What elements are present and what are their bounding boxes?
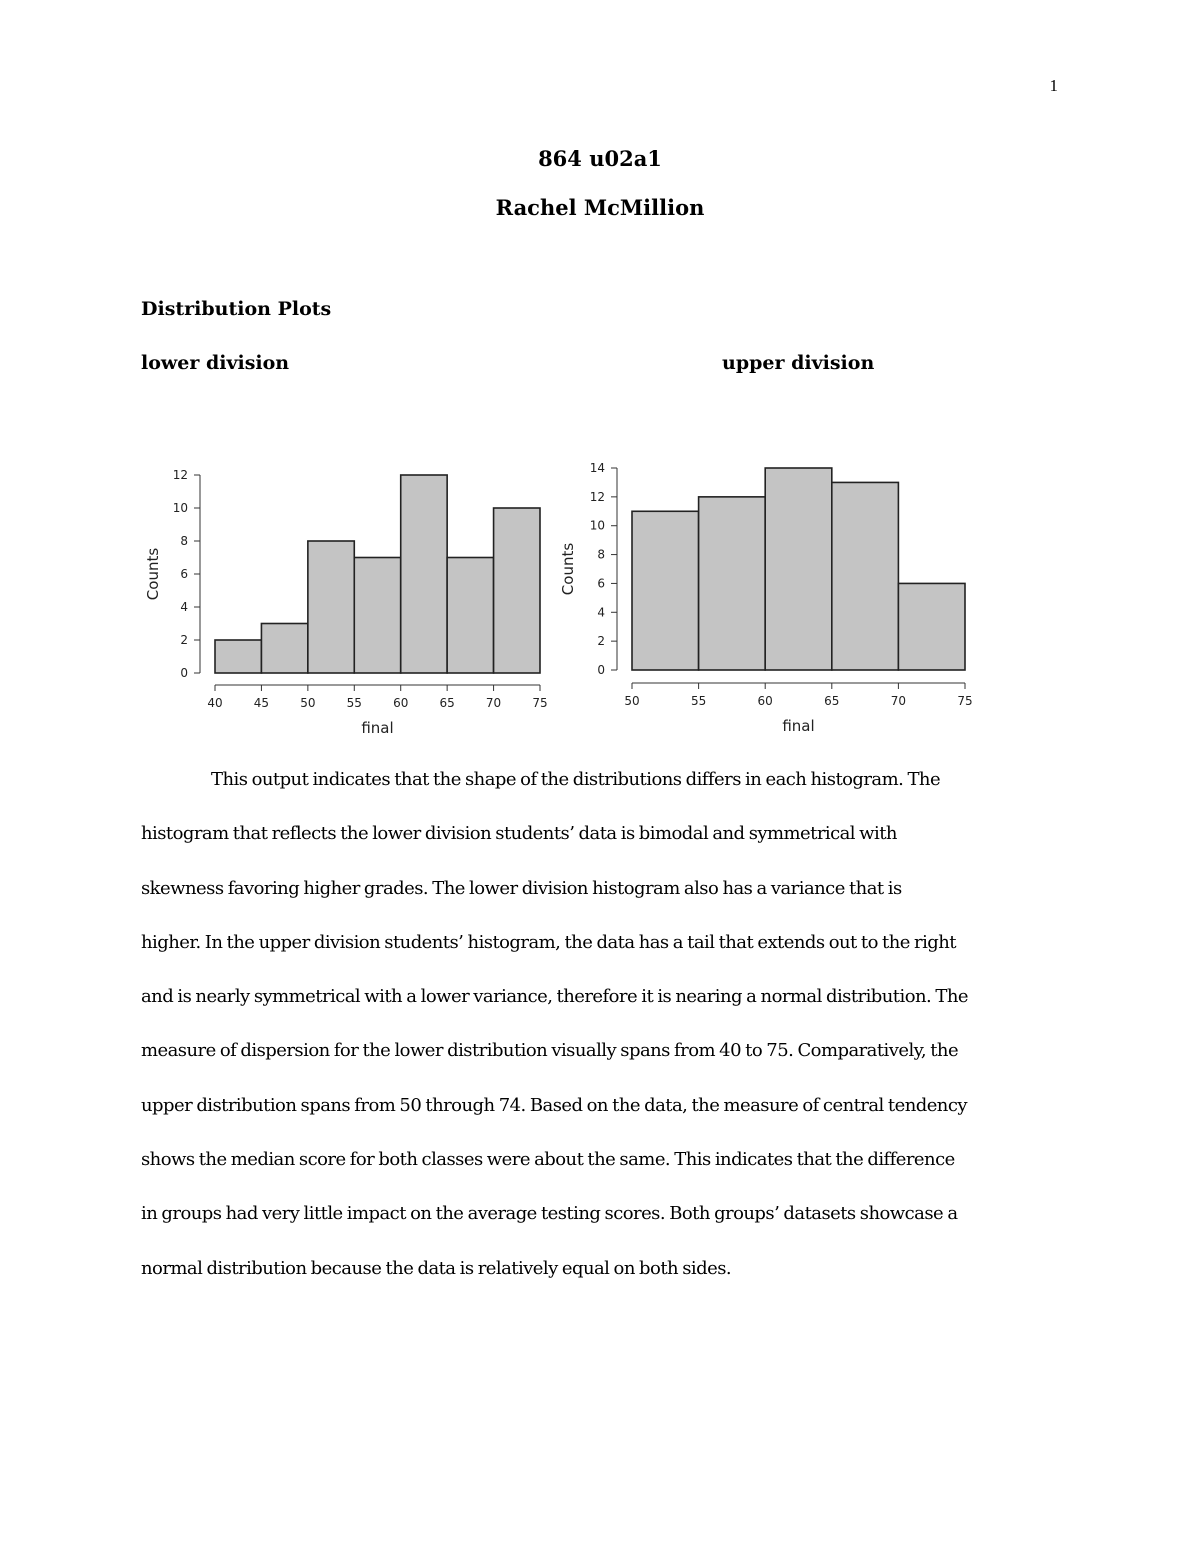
body-line: higher. In the upper division students’ histogram, the data has a tail that extends out to the right <box>141 931 956 953</box>
y-tick-label: 12 <box>589 489 605 504</box>
body-line: measure of dispersion for the lower distribution visually spans from 40 to 75. Comparatively, the <box>141 1040 959 1062</box>
x-tick-label: 70 <box>890 694 907 708</box>
body-line: This output indicates that the shape of the distributions differs in each histogram. The <box>211 769 941 790</box>
x-tick-label: 45 <box>253 696 270 710</box>
x-tick-label: 55 <box>346 696 362 710</box>
body-line: and is nearly symmetrical with a lower variance, therefore it is nearing a normal distribution. The <box>141 986 968 1008</box>
y-tick-label: 12 <box>172 468 188 482</box>
histogram-bar <box>765 468 832 670</box>
histogram-bar <box>354 558 400 674</box>
y-tick-label: 4 <box>597 605 605 620</box>
y-tick-label: 14 <box>589 461 605 475</box>
y-axis-label: Counts <box>559 542 577 596</box>
section-heading: Distribution Plots <box>141 298 332 320</box>
x-tick-label: 65 <box>439 696 455 710</box>
y-tick-label: 10 <box>172 501 188 515</box>
y-tick-label: 0 <box>597 663 605 677</box>
histogram-bar <box>898 583 965 670</box>
y-axis-label: Counts <box>144 547 162 601</box>
x-tick-label: 65 <box>824 694 840 708</box>
x-tick-label: 60 <box>757 694 773 708</box>
histogram-bar <box>699 497 766 670</box>
y-tick-label: 4 <box>180 600 188 614</box>
lower-division-histogram <box>140 455 560 745</box>
y-tick-label: 0 <box>180 666 188 680</box>
body-paragraph <box>141 753 1061 1296</box>
body-line: histogram that reflects the lower division students’ data is bimodal and symmetrical with <box>141 823 897 845</box>
author-name: Rachel McMillion <box>495 195 705 220</box>
x-tick-label: 50 <box>300 696 316 710</box>
x-tick-label: 55 <box>690 694 707 708</box>
histogram-bar <box>261 624 307 674</box>
histogram-bar <box>308 541 354 673</box>
y-tick-label: 2 <box>597 634 605 649</box>
x-axis-label: final <box>361 719 394 737</box>
x-tick-label: 70 <box>485 696 502 710</box>
histogram-bar <box>632 511 699 670</box>
body-line: normal distribution because the data is relatively equal on both sides. <box>141 1257 732 1279</box>
body-line: upper distribution spans from 50 through 74. Based on the data, the measure of central tendency <box>141 1094 968 1116</box>
x-tick-label: 75 <box>957 694 973 708</box>
histogram-bar <box>215 640 261 673</box>
histogram-bar <box>832 482 899 670</box>
histogram-bar <box>447 558 493 674</box>
body-line: shows the median score for both classes were about the same. This indicates that the difference <box>141 1149 955 1171</box>
y-tick-label: 8 <box>180 534 188 548</box>
y-tick-label: 8 <box>597 547 605 562</box>
y-tick-label: 6 <box>597 576 605 591</box>
document-title: 864 u02a1 <box>538 146 662 171</box>
y-tick-label: 10 <box>589 518 605 533</box>
x-tick-label: 75 <box>532 696 548 710</box>
x-tick-label: 60 <box>393 696 409 710</box>
upper-division-histogram <box>555 455 985 745</box>
lower-division-label: lower division <box>141 352 290 374</box>
x-axis-label: final <box>782 717 815 735</box>
histogram-bar <box>494 508 540 673</box>
page-number: 1 <box>1049 76 1058 95</box>
upper-division-label: upper division <box>722 352 875 374</box>
x-tick-label: 50 <box>624 694 640 708</box>
y-tick-label: 2 <box>180 633 188 647</box>
histogram-bar <box>401 475 447 673</box>
y-tick-label: 6 <box>180 567 188 581</box>
body-line: skewness favoring higher grades. The lower division histogram also has a variance that is <box>141 877 902 899</box>
body-line: in groups had very little impact on the average testing scores. Both groups’ datasets showcase a <box>141 1203 958 1225</box>
x-tick-label: 40 <box>207 696 223 710</box>
